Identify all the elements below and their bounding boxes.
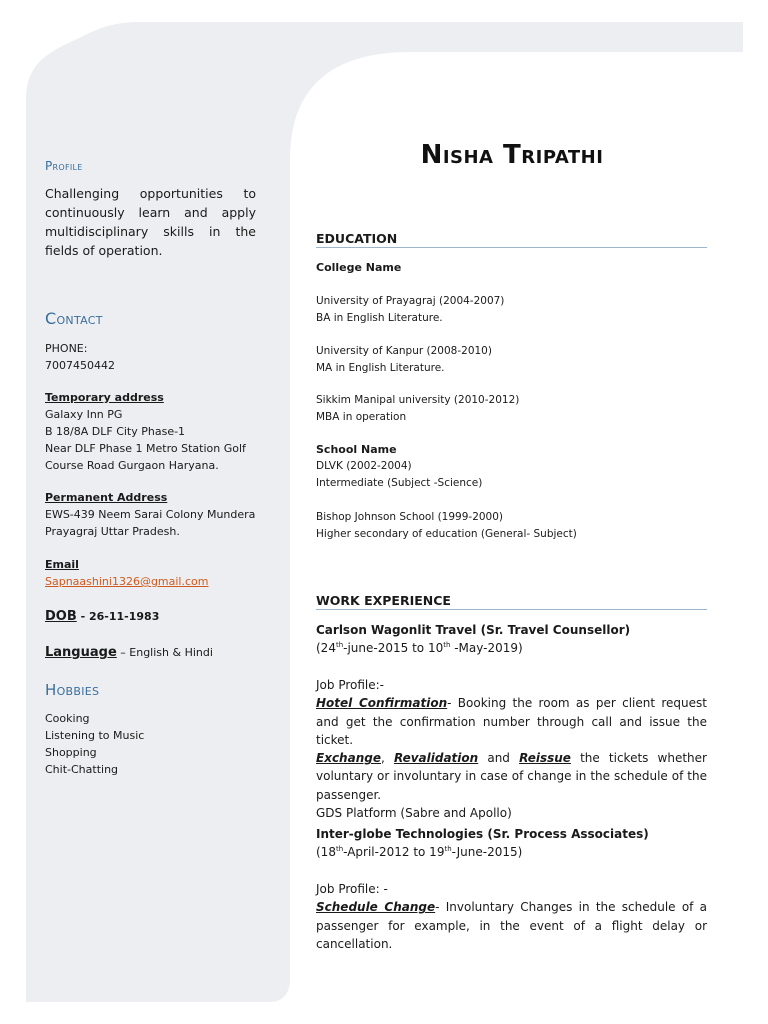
separator: ,: [380, 751, 394, 766]
job1-date-sup: th: [443, 641, 451, 649]
exchange-label: Exchange: [316, 751, 381, 766]
profile-heading: Profile: [45, 159, 83, 173]
job2-date-part: -June-2015): [451, 845, 523, 859]
hobby-item: Chit-Chatting: [45, 763, 119, 776]
perm-address-line: Prayagraj Uttar Pradesh.: [45, 525, 180, 538]
job1-date-part: (24: [316, 641, 336, 655]
temp-address-line: Course Road Gurgaon Haryana.: [45, 459, 219, 472]
job1-hotel-para: [316, 694, 707, 749]
job1-exchange-para: [316, 749, 707, 804]
college-line: MBA in operation: [316, 410, 407, 423]
college-line: Sikkim Manipal university (2010-2012): [316, 394, 520, 406]
job2-company: Inter-globe Technologies (Sr. Process Associates): [316, 827, 649, 841]
college-line: MA in English Literature.: [316, 361, 445, 374]
school-line: Higher secondary of education (General- Subject): [316, 527, 577, 540]
temp-address-line: Near DLF Phase 1 Metro Station Golf: [45, 442, 246, 455]
school-line: DLVK (2002-2004): [316, 460, 412, 472]
school-heading-block: [316, 442, 707, 459]
job1-profile: [316, 676, 707, 822]
job2-date-sup: th: [444, 845, 452, 853]
college-line: University of Prayagraj (2004-2007): [316, 295, 505, 307]
language-value: – English & Hindi: [116, 646, 213, 659]
phone-block: [45, 340, 265, 374]
job1-date-part: -june-2015 to 10: [343, 641, 444, 655]
dob-line: [45, 608, 159, 625]
revalidation-label: Revalidation: [393, 751, 479, 766]
job1-date-part: -May-2019): [450, 641, 523, 655]
college-line: BA in English Literature.: [316, 311, 443, 324]
reissue-text: the tickets whether voluntary or involuntary in case of change in the schedule of the passenger.: [316, 751, 707, 802]
language-label: Language: [45, 645, 117, 660]
job2-dates: [316, 843, 707, 861]
hobby-item: Shopping: [45, 746, 97, 759]
perm-address-heading: Permanent Address: [45, 491, 168, 504]
temp-address-line: B 18/8A DLF City Phase-1: [45, 425, 186, 438]
hobbies-heading: Hobbies: [45, 681, 100, 699]
job2-profile: [316, 880, 707, 953]
reissue-label: Reissue: [519, 751, 571, 766]
contact-heading: Contact: [45, 309, 103, 328]
dob-label: DOB: [45, 609, 77, 624]
education-title: EDUCATION: [316, 231, 707, 248]
perm-address-block: [45, 489, 265, 540]
perm-address-line: EWS-439 Neem Sarai Colony Mundera: [45, 508, 256, 521]
job1-header: [316, 621, 707, 657]
email-link[interactable]: Sapnaashini1326@gmail.com: [45, 575, 209, 588]
hobbies-list: [45, 710, 144, 778]
temp-address-heading: Temporary address: [45, 391, 164, 404]
school-entry: [316, 458, 707, 491]
gds-platform: GDS Platform (Sabre and Apollo): [316, 806, 512, 821]
school-line: Intermediate (Subject -Science): [316, 476, 483, 489]
college-heading-block: [316, 260, 707, 277]
phone-value: 7007450442: [45, 359, 115, 372]
hotel-confirmation-text: - Booking the room as per client request and get the confirmation number through call and issue the ticket.: [316, 696, 707, 747]
job1-date-sup: th: [335, 641, 344, 649]
temp-address-block: [45, 389, 265, 474]
job2-profile-label: Job Profile: -: [316, 882, 388, 896]
job1-dates: [316, 639, 707, 657]
hotel-confirmation-label: Hotel Confirmation: [316, 696, 448, 711]
college-heading: College Name: [316, 261, 402, 274]
dob-value: - 26-11-1983: [76, 610, 160, 623]
job1-profile-label: Job Profile:-: [316, 678, 384, 692]
schedule-change-text: - Involuntary Changes in the schedule of a passenger for example, in the event of a flight delay or cancellation.: [316, 900, 707, 951]
job2-date-sup: th: [335, 845, 344, 853]
email-heading: Email: [45, 558, 79, 571]
schedule-change-label: Schedule Change: [316, 900, 436, 915]
job1-company: Carlson Wagonlit Travel (Sr. Travel Counsellor): [316, 623, 631, 637]
phone-label: PHONE:: [45, 342, 88, 355]
school-heading: School Name: [316, 443, 397, 456]
work-title: WORK EXPERIENCE: [316, 593, 707, 610]
language-line: [45, 644, 213, 661]
hobby-item: Listening to Music: [45, 729, 145, 742]
college-entry: [316, 343, 707, 376]
college-entry: [316, 392, 707, 425]
college-line: University of Kanpur (2008-2010): [316, 345, 492, 357]
college-entry: [316, 293, 707, 326]
school-entry: [316, 509, 707, 542]
job2-header: [316, 825, 707, 861]
email-block: [45, 556, 265, 590]
hobby-item: Cooking: [45, 712, 90, 725]
temp-address-line: Galaxy Inn PG: [45, 408, 123, 421]
candidate-name: Nisha Tripathi: [420, 140, 604, 170]
job2-date-part: -April-2012 to 19: [343, 845, 445, 859]
job2-schedule-para: [316, 898, 707, 953]
job2-date-part: (18: [316, 845, 336, 859]
separator: and: [478, 751, 520, 766]
profile-text: Challenging opportunities to continuously learn and apply multidisciplinary skills in the fields of operation.: [45, 186, 256, 258]
school-line: Bishop Johnson School (1999-2000): [316, 511, 504, 523]
